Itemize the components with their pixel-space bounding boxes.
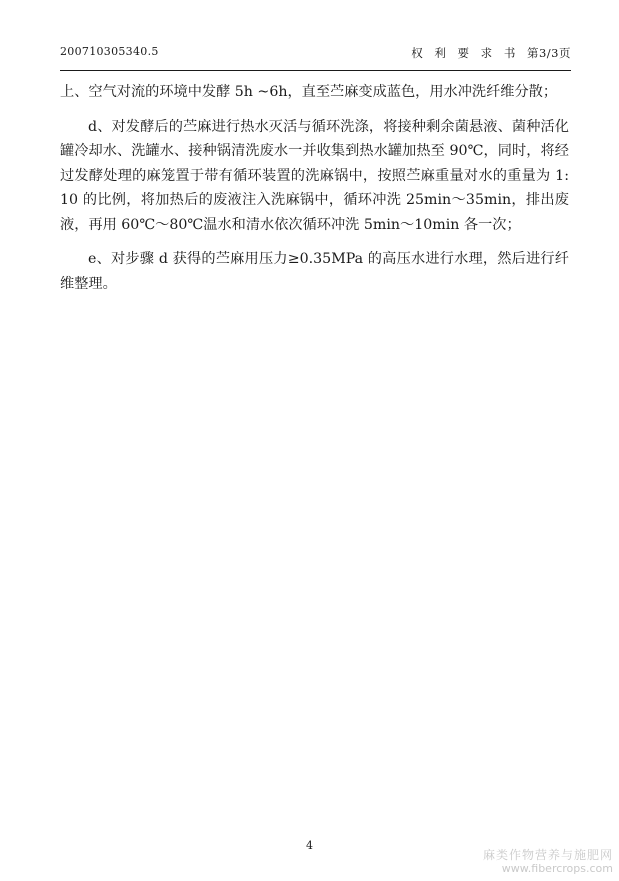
page-header <box>60 45 571 67</box>
header-title-group <box>411 45 571 61</box>
page-number: 4 <box>306 839 313 852</box>
application-number: 200710305340.5 <box>60 45 159 58</box>
watermark-url: www.fibercrops.com <box>501 862 613 875</box>
document-title: 权 利 要 求 书 <box>411 46 520 60</box>
header-divider <box>60 70 571 71</box>
claims-body <box>60 80 569 306</box>
site-watermark <box>483 848 613 876</box>
claim-step-d-paragraph: d、对发酵后的苎麻进行热水灭活与循环洗涤，将接种剩余菌悬液、菌种活化罐冷却水、洗罐水、接种锅清洗废水一并收集到热水罐加热至 90℃，同时，将经过发酵处理的麻笼置于带有循环装置的洗麻锅中，按照苎麻重量对水的重量为 1:10 的比例，将加热后的废液注入洗麻锅中，循环冲洗 25min～35min，排出废液，再用 60℃～80℃温水和清水依次循环冲洗 5min～10min 各一次； <box>60 118 569 233</box>
claim-step-e-paragraph: e、对步骤 d 获得的苎麻用压力≥0.35MPa 的高压水进行水理，然后进行纤维整理。 <box>60 251 569 292</box>
watermark-site-name: 麻类作物营养与施肥网 <box>482 848 613 862</box>
claim-continuation-paragraph: 上、空气对流的环境中发酵 5h ~6h，直至苎麻变成蓝色，用水冲洗纤维分散； <box>60 84 558 100</box>
page-indicator: 第3/3页 <box>526 46 571 60</box>
